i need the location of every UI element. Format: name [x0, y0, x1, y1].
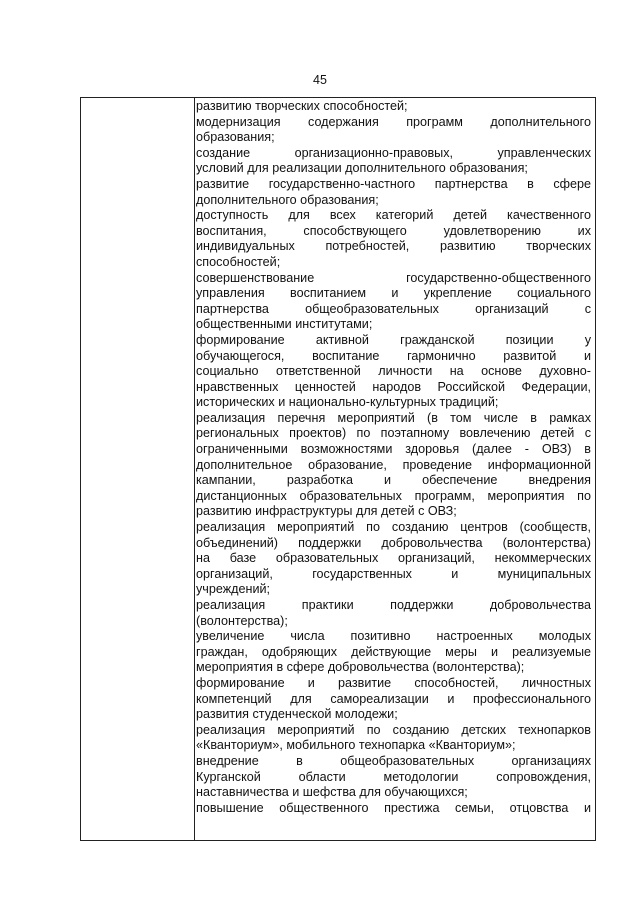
- text-line: дополнительное образование, проведение информационной: [196, 457, 591, 472]
- text-line: внедрение в общеобразовательных организациях: [196, 753, 591, 768]
- text-line: реализация практики поддержки добровольчества: [196, 598, 591, 612]
- text-line: партнерства общеобразовательных организаций с: [196, 301, 591, 316]
- text-line: реализация мероприятий по созданию центров (сообществ,: [196, 520, 591, 535]
- text-line: компетенций для самореализации и профессионального: [196, 691, 591, 706]
- text-line: Курганской области методологии сопровождения,: [196, 769, 591, 784]
- text-line: совершенствование государственно-общественного: [196, 270, 591, 285]
- text-line: формирование активной гражданской позиции у: [196, 332, 591, 347]
- text-line: дополнительного образования;: [196, 192, 379, 207]
- text-line: развитию творческих способностей;: [196, 99, 408, 113]
- text-line: мероприятия в сфере добровольчества (волонтерства);: [196, 660, 525, 675]
- text-line: модернизация содержания программ дополнительного: [196, 114, 591, 129]
- text-line: нравственных ценностей народов Российской Федерации,: [196, 379, 591, 394]
- text-line: развитию инфраструктуры для детей с ОВЗ;: [196, 504, 457, 519]
- text-line: граждан, одобряющих действующие меры и реализуемые: [196, 644, 591, 659]
- text-line: региональных проектов) по поэтапному вовлечению детей с: [196, 426, 591, 441]
- text-line: организаций, государственных и муниципальных: [196, 566, 591, 581]
- text-line: наставничества и шефства для обучающихся;: [196, 785, 468, 800]
- text-line: увеличение числа позитивно настроенных молодых: [196, 629, 591, 644]
- text-line: формирование и развитие способностей, личностных: [196, 675, 591, 690]
- text-line: ограниченными возможностями здоровья (далее - ОВЗ) в: [196, 442, 591, 457]
- text-line: реализация перечня мероприятий (в том числе в рамках: [196, 410, 591, 425]
- text-line: исторических и национально-культурных традиций;: [196, 395, 499, 410]
- text-line: дистанционных образовательных программ, мероприятия по: [196, 488, 591, 503]
- text-line: повышение общественного престижа семьи, отцовства и: [196, 800, 591, 815]
- text-line: общественными институтами;: [196, 317, 373, 332]
- text-line: индивидуальных потребностей, развитию творческих: [196, 239, 591, 254]
- text-line: управления воспитанием и укрепление социального: [196, 286, 591, 301]
- text-line: (волонтерства);: [196, 613, 288, 628]
- text-line: создание организационно-правовых, управленческих: [196, 145, 591, 160]
- text-line: социально ответственной личности на основе духовно-: [196, 364, 591, 379]
- text-line: «Кванториум», мобильного технопарка «Кванториум»;: [196, 738, 516, 753]
- table-left-cell: [81, 98, 195, 840]
- text-line: воспитания, способствующего удовлетворению их: [196, 223, 591, 238]
- text-line: доступность для всех категорий детей качественного: [196, 208, 591, 223]
- text-line: на базе образовательных организаций, некоммерческих: [196, 551, 591, 566]
- page-number: 45: [313, 73, 327, 87]
- text-line: объединений) поддержки добровольчества (волонтерства): [196, 535, 591, 550]
- text-line: развитие государственно-частного партнерства в сфере: [196, 176, 591, 191]
- text-line: учреждений;: [196, 582, 271, 597]
- text-line: условий для реализации дополнительного образования;: [196, 161, 528, 176]
- text-line: обучающегося, воспитание гармонично развитой и: [196, 348, 591, 363]
- text-line: способностей;: [196, 254, 281, 269]
- text-line: кампании, разработка и обеспечение внедрения: [196, 473, 591, 488]
- text-line: развития студенческой молодежи;: [196, 707, 398, 722]
- document-table: [80, 97, 596, 841]
- text-line: образования;: [196, 130, 275, 145]
- table-right-cell: [196, 99, 591, 840]
- text-line: реализация мероприятий по созданию детских технопарков: [196, 722, 591, 737]
